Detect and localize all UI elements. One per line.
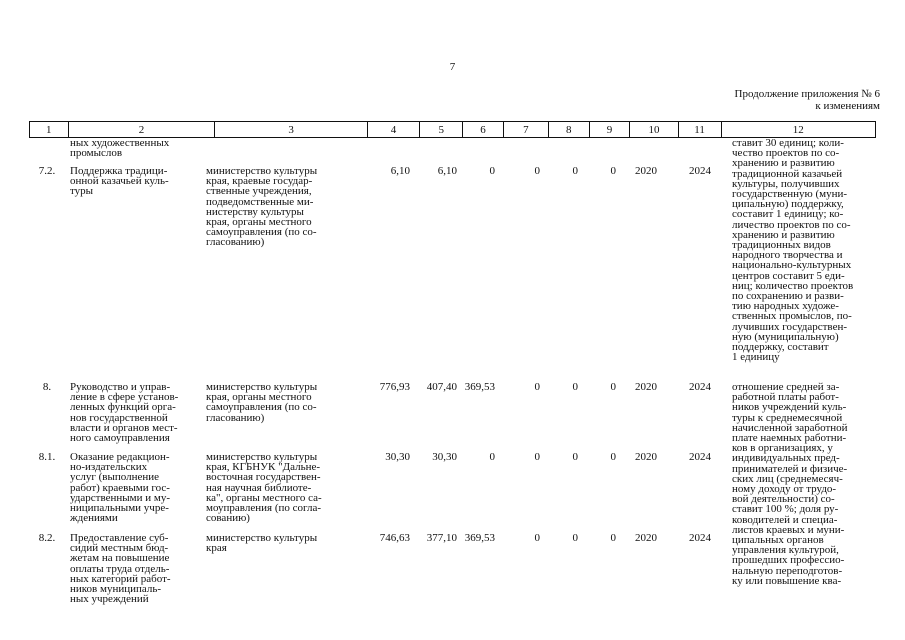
text-line: принимателей и физиче-	[732, 462, 848, 475]
text-line: министерство культуры	[206, 532, 318, 544]
text-line: центров составит 5 еди-	[732, 269, 845, 282]
row-number: 8.2.	[38, 532, 56, 544]
text-line: моуправления (по согла-	[206, 502, 321, 515]
text-line: самоуправления (по со-	[206, 226, 317, 239]
text-line: Поддержка традици-	[70, 165, 168, 177]
text-line: ственные учреждения,	[206, 185, 312, 198]
text-line: но-издательских	[70, 461, 148, 474]
value-col9: 0	[610, 165, 616, 177]
text-line: индивидуальных пред-	[732, 452, 840, 465]
row-number: 8.1.	[38, 451, 56, 463]
text-line: ную (муниципальную)	[732, 330, 839, 343]
text-line: начисленной заработной	[732, 421, 848, 434]
value-col5: 30,30	[432, 451, 457, 463]
value-col8: 0	[572, 165, 578, 177]
text-line: края	[206, 542, 227, 555]
value-col8: 0	[572, 532, 578, 544]
value-col9: 0	[610, 451, 616, 463]
text-line: поддержку, составит	[732, 341, 829, 354]
executor	[206, 166, 346, 248]
row-number: 7.2.	[38, 165, 56, 177]
text-line: национально-культурных	[732, 259, 852, 272]
header-col-8: 8	[548, 122, 589, 138]
header-col-10: 10	[630, 122, 678, 138]
text-line: ственных промыслов, по-	[732, 310, 852, 323]
text-line: сидий местным бюд-	[70, 542, 169, 555]
text-line: ководителей и специа-	[732, 513, 838, 526]
text-line: культуры, получивших	[732, 177, 840, 190]
value-col7: 0	[534, 532, 540, 544]
text-line: ных учреждений	[70, 593, 149, 606]
text-line: министерство культуры	[206, 381, 318, 393]
text-line: государственную (муни-	[732, 188, 848, 201]
header-col-4: 4	[367, 122, 420, 138]
text-line: нистерству культуры	[206, 205, 304, 218]
text-line: самоуправления (по со-	[206, 401, 317, 414]
text-line: хранению и развитию	[732, 157, 835, 170]
value-col7: 0	[534, 381, 540, 393]
text-line: оплаты труда отдель-	[70, 562, 170, 575]
text-line: ударственными и му-	[70, 491, 171, 504]
end-year: 2024	[689, 381, 711, 393]
header-col-5: 5	[420, 122, 463, 138]
text-line: гласованию)	[206, 411, 265, 424]
text-line: власти и органов мест-	[70, 421, 178, 434]
continuation-line-2: к изменениям	[815, 100, 880, 112]
result-text-1	[732, 138, 877, 362]
header-col-1: 1	[30, 122, 69, 138]
text-line: традиционных видов	[732, 239, 831, 252]
start-year: 2020	[635, 165, 657, 177]
text-line: по сохранению и разви-	[732, 290, 844, 303]
text-line: ниц; количество проектов	[732, 279, 854, 292]
text-line: края, краевые государ-	[206, 175, 313, 188]
row-number: 8.	[42, 381, 52, 393]
header-col-2: 2	[68, 122, 215, 138]
text-line: отношение средней за-	[732, 381, 840, 393]
text-line: листов краевых и муни-	[732, 523, 845, 536]
text-line: ленных функций орга-	[70, 401, 176, 414]
end-year: 2024	[689, 532, 711, 544]
text-line: промыслов	[70, 147, 123, 160]
text-line: ципальную) поддержку,	[732, 198, 844, 211]
text-line: Предоставление суб-	[70, 532, 169, 544]
value-col6: 0	[489, 451, 495, 463]
header-col-6: 6	[463, 122, 504, 138]
text-line: жетам на повышение	[70, 552, 170, 565]
value-col8: 0	[572, 381, 578, 393]
text-line: прошедших профессио-	[732, 554, 845, 567]
value-col5: 377,10	[426, 532, 457, 544]
text-line: онной казачьей куль-	[70, 175, 169, 188]
measure-name	[70, 533, 205, 604]
text-line: ление в сфере установ-	[70, 391, 179, 404]
header-col-11: 11	[678, 122, 721, 138]
text-line: ских лиц (среднемесяч-	[732, 472, 843, 485]
executor	[206, 382, 346, 423]
start-year: 2020	[635, 381, 657, 393]
text-line: лучивших государствен-	[732, 320, 847, 333]
text-line: ных категорий работ-	[70, 572, 171, 585]
text-line: края, КГБНУК "Дальне-	[206, 461, 321, 474]
measure-name	[70, 166, 205, 197]
end-year: 2024	[689, 165, 711, 177]
value-col6: 369,53	[464, 532, 495, 544]
text-line: плате наемных работни-	[732, 432, 847, 445]
start-year: 2020	[635, 451, 657, 463]
text-line: услуг (выполнение	[70, 471, 160, 484]
text-line: края, органы местного	[206, 216, 312, 229]
value-total: 776,93	[379, 381, 410, 393]
value-total: 6,10	[390, 165, 410, 177]
text-line: министерство культуры	[206, 451, 318, 463]
value-total: 746,63	[379, 532, 410, 544]
value-col6: 369,53	[464, 381, 495, 393]
text-line: ная научная библиоте-	[206, 481, 312, 494]
text-line: края, органы местного	[206, 391, 312, 404]
continuation-note	[690, 88, 880, 112]
measure-name	[70, 452, 205, 523]
continuation-line-1: Продолжение приложения № 6	[734, 88, 880, 100]
text-line: народного творчества и	[732, 249, 843, 262]
text-line: подведомственные ми-	[206, 195, 314, 208]
text-line: работной платы работ-	[732, 391, 839, 404]
text-line: сованию)	[206, 512, 250, 525]
text-line: традиционной казачьей	[732, 167, 843, 180]
text-line: туры	[70, 185, 94, 198]
value-col6: 0	[489, 165, 495, 177]
value-col9: 0	[610, 532, 616, 544]
text-line: ставит 30 единиц; коли-	[732, 137, 844, 149]
table-header	[29, 121, 876, 138]
text-line: ников учреждений куль-	[732, 401, 847, 414]
header-col-12: 12	[721, 122, 876, 138]
value-col5: 6,10	[437, 165, 457, 177]
value-col7: 0	[534, 165, 540, 177]
text-line: министерство культуры	[206, 165, 318, 177]
text-line: составит 1 единицу; ко-	[732, 208, 844, 221]
text-line: Руководство и управ-	[70, 381, 171, 393]
text-line: ков в организациях, у	[732, 442, 833, 455]
text-line: ных художественных	[70, 137, 170, 149]
header-col-9: 9	[589, 122, 630, 138]
end-year: 2024	[689, 451, 711, 463]
text-line: туры к среднемесячной	[732, 411, 843, 424]
text-line: работ) краевыми гос-	[70, 481, 170, 494]
value-col8: 0	[572, 451, 578, 463]
text-line: Оказание редакцион-	[70, 451, 170, 463]
text-line: нальную переподготов-	[732, 564, 843, 577]
text-line: вой деятельности) со-	[732, 493, 835, 506]
measure-name	[70, 382, 205, 443]
text-line: ставит 100 %; доля ру-	[732, 503, 839, 516]
text-line: хранению и развитию	[732, 228, 835, 241]
value-col7: 0	[534, 451, 540, 463]
value-total: 30,30	[385, 451, 410, 463]
text-line: ников муниципаль-	[70, 583, 162, 596]
text-line: ного самоуправления	[70, 432, 170, 445]
text-line: ждениями	[70, 512, 118, 525]
text-line: тию народных художе-	[732, 300, 839, 313]
text-line: нов государственной	[70, 411, 168, 424]
value-col9: 0	[610, 381, 616, 393]
page-number: 7	[449, 61, 456, 73]
text-line: ку или повышение ква-	[732, 574, 842, 587]
value-col5: 407,40	[426, 381, 457, 393]
text-line: ниципальными учре-	[70, 502, 169, 515]
text-line: гласованию)	[206, 236, 265, 249]
fragment-name	[70, 138, 205, 158]
text-line: управления культурой,	[732, 544, 839, 557]
text-line: ципальных органов	[732, 534, 824, 547]
text-line: ному доходу от трудо-	[732, 483, 837, 496]
text-line: чество проектов по со-	[732, 147, 840, 160]
text-line: восточная государствен-	[206, 471, 321, 484]
result-text-2	[732, 382, 877, 586]
header-col-7: 7	[503, 122, 548, 138]
text-line: ка", органы местного са-	[206, 491, 322, 504]
text-line: личество проектов по со-	[732, 218, 851, 231]
text-line: 1 единицу	[732, 351, 780, 364]
executor	[206, 533, 346, 553]
header-col-3: 3	[215, 122, 367, 138]
start-year: 2020	[635, 532, 657, 544]
executor	[206, 452, 346, 523]
